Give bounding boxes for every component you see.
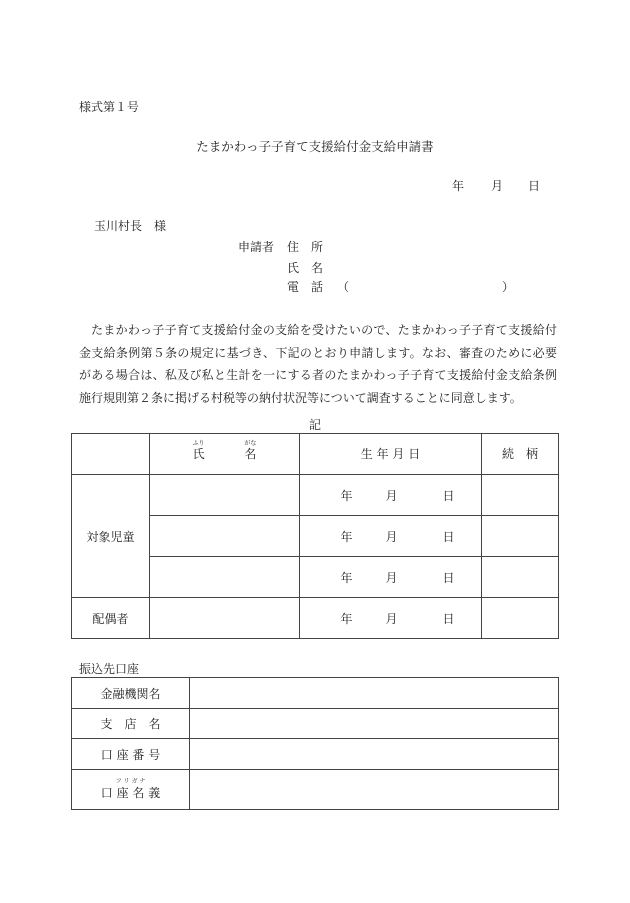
date-day-label: 日: [528, 179, 541, 193]
addressee: 玉川村長 様: [94, 219, 167, 233]
child2-name-cell[interactable]: [150, 516, 300, 557]
spouse-label: 配偶者: [72, 598, 150, 639]
child3-relation-cell[interactable]: [482, 557, 559, 598]
spouse-relation-cell[interactable]: [482, 598, 559, 639]
branch-name-label: 支 店 名: [72, 709, 190, 739]
child1-name-cell[interactable]: [150, 475, 300, 516]
branch-name-cell[interactable]: [190, 709, 559, 739]
spouse-name-cell[interactable]: [150, 598, 300, 639]
shi-header: ふり 氏: [192, 440, 205, 461]
address-label: 住 所: [287, 240, 324, 254]
birthdate-header: 生 年 月 日: [300, 434, 482, 475]
bank-name-cell[interactable]: [190, 678, 559, 709]
phone-close-paren: ）: [502, 280, 515, 294]
form-number: 様式第１号: [79, 100, 140, 114]
account-holder-cell[interactable]: [190, 770, 559, 810]
account-number-cell[interactable]: [190, 739, 559, 770]
table-corner-cell: [72, 434, 150, 475]
phone-label: 電 話: [287, 280, 324, 294]
children-table: [71, 433, 559, 639]
date-month-label: 月: [491, 179, 504, 193]
child3-name-cell[interactable]: [150, 557, 300, 598]
mei-header: がな 名: [244, 440, 257, 461]
applicant-label: 申請者: [238, 240, 275, 254]
spouse-birthdate-cell[interactable]: 年 月 日: [300, 598, 482, 639]
ki-label: 記: [308, 418, 321, 432]
child3-birthdate-cell[interactable]: 年 月 日: [300, 557, 482, 598]
account-holder-label-cell: [72, 770, 190, 810]
target-child-label: 対象児童: [72, 475, 150, 598]
child2-relation-cell[interactable]: [482, 516, 559, 557]
bank-table: [71, 677, 559, 810]
date-year-label: 年: [452, 179, 465, 193]
relation-header: 続 柄: [482, 434, 559, 475]
child1-birthdate-cell[interactable]: 年 月 日: [300, 475, 482, 516]
child2-birthdate-cell[interactable]: 年 月 日: [300, 516, 482, 557]
account-holder-label: フ リ ガ ナ 口 座 名 義: [100, 778, 161, 800]
form-title: たまかわっ子子育て支援給付金支給申請書: [196, 139, 434, 154]
bank-section-title: 振込先口座: [79, 662, 140, 676]
name-header-cell: [150, 434, 300, 475]
child1-relation-cell[interactable]: [482, 475, 559, 516]
consent-text: たまかわっ子子育て支援給付金の支給を受けたいので、たまかわっ子子育て支援給付金支給条例第５条の規定に基づき、下記のとおり申請します。なお、審査のために必要がある場合は、私及び私と生計を一にする者のたまかわっ子子育て支援給付金支給条例施行規則第２条に掲げる村税等の納付状況等について調査することに同意します。: [79, 323, 557, 405]
name-label: 氏 名: [287, 261, 324, 275]
bank-name-label: 金融機関名: [72, 678, 190, 709]
account-number-label: 口 座 番 号: [72, 739, 190, 770]
furigana-shi: ふり: [192, 440, 205, 447]
phone-open-paren: （: [337, 280, 350, 294]
furigana-account-holder: フ リ ガ ナ: [115, 778, 146, 785]
furigana-mei: がな: [244, 440, 257, 447]
